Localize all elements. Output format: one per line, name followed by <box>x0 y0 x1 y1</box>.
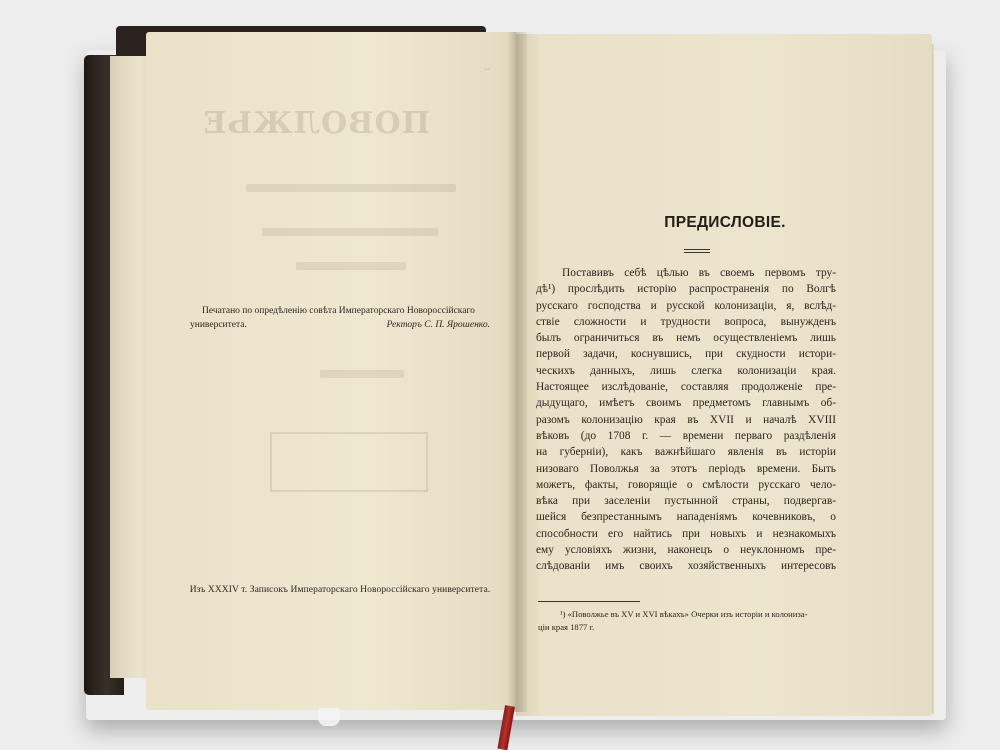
bleed-through-line <box>296 262 406 270</box>
heading-rule <box>684 249 710 250</box>
preface-line: ему условіяхъ жизни, наконецъ о неуклонномъ пре- <box>536 544 836 557</box>
bookmark-tab <box>318 708 340 726</box>
bleed-through-title: ПОВОЛЖЬЕ <box>202 106 430 141</box>
bleed-through-line <box>320 370 404 378</box>
preface-line: слѣдованіи имъ своихъ хозяйственныхъ интересовъ <box>536 560 836 573</box>
preface-line: былъ ограничиться въ немъ осуществленіемъ лишь <box>536 332 836 345</box>
preface-line: шейся безпрестаннымъ нападеніямъ кочевниковъ, о <box>536 511 836 524</box>
preface-line: Настоящее изслѣдованіе, составляя продолженіе пре- <box>536 381 836 394</box>
page-heading: ПРЕДИСЛОВІЕ. <box>664 214 786 231</box>
imprint-line: Печатано по опредѣленію совѣта Императорскаго Новороссійскаго <box>202 306 475 316</box>
book-gutter <box>507 32 527 712</box>
preface-line: дыдущаго, имѣетъ своимъ предметомъ главнымъ об- <box>536 397 836 410</box>
preface-line: первой задачи, коснувшись, при скудности истори- <box>536 348 836 361</box>
source-note: Изъ XXXIV т. Записокъ Императорскаго Новороссійскаго университета. <box>189 585 491 595</box>
bleed-through-stamp <box>270 432 428 492</box>
preface-line: можетъ, факты, говорящіе о смѣлости русскаго чело- <box>536 478 836 491</box>
preface-line: вѣковъ (до 1708 г. — времени перваго раздѣленія <box>536 429 836 442</box>
preface-line: ческихъ данныхъ, лишь слегка колонизаціи края. <box>536 364 836 377</box>
imprint-line: университета. <box>190 320 247 330</box>
footnote-rule <box>538 601 640 602</box>
preface-line: разомъ колонизацію края въ XVII и началѣ XVIII <box>536 413 836 426</box>
pencil-mark: ~ <box>483 63 491 77</box>
preface-line: Поставивъ себѣ цѣлью въ своемъ первомъ тру- <box>562 267 836 279</box>
preface-line: дѣ¹) прослѣдить исторію распространенія по Волгѣ <box>536 283 836 296</box>
footnote-line: ¹) «Поволжье въ XV и XVI вѣкахъ» Очерки изъ исторіи и колониза- <box>560 609 808 619</box>
footnote-line: ціи края 1877 г. <box>538 622 595 632</box>
heading-rule <box>684 252 710 253</box>
bleed-through-line <box>246 184 456 192</box>
rector-signature: Ректоръ С. П. Ярошенко. <box>386 320 490 330</box>
preface-line: ствіе сложности и трудности вопроса, вынужденъ <box>536 315 836 328</box>
preface-line: вѣка при заселеніи пустынной страны, подвергав- <box>536 495 836 508</box>
preface-line: способности его найтись при новыхъ и незнакомыхъ <box>536 527 836 540</box>
preface-line: русскаго господства и русской колонизаціи, я, вслѣд- <box>536 299 836 312</box>
preface-line: низоваго Поволжья за этотъ періодъ времени. Быть <box>536 462 836 475</box>
imprint-note <box>190 304 490 332</box>
bleed-through-line <box>262 228 438 236</box>
preface-line: на губерніи), какъ важнѣйшаго явленія въ исторіи <box>536 446 836 459</box>
footnote <box>538 608 874 634</box>
preface-text <box>536 265 836 575</box>
